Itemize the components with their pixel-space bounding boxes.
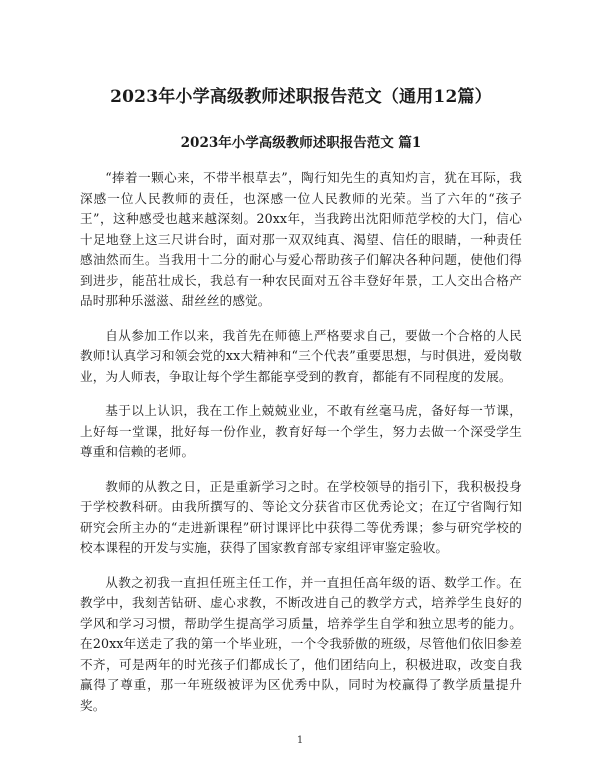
section-title: 2023年小学高级教师述职报告范文 篇1 [180,135,422,151]
paragraph-5: 从教之初我一直担任班主任工作，并一直担任高年级的语、数学工作。在教学中，我刻苦钻研、虚心求教，不断改进自己的教学方式，培养学生良好的学风和学习习惯，帮助学生提高学习质量，培养学生自学和独立思考的能力。在20xx年送走了我的第一个毕业班，一个令我骄傲的班级，尽管他们依旧参差不齐，可是两年的时光孩子们都成长了，他们团结向上，积极进取，改变自我赢得了尊重，那一年班级被评为区优秀中队，同时为校赢得了教学质量提升奖。 [80,574,522,713]
paragraph-3: 基于以上认识，我在工作上兢兢业业，不敢有丝毫马虎，备好每一节课，上好每一堂课，批好每一份作业，教育好每一个学生，努力去做一个深受学生尊重和信赖的老师。 [80,403,522,459]
paragraph-1: “捧着一颗心来，不带半根草去”，陶行知先生的真知灼言，犹在耳际，我深感一位人民教师的责任，也深感一位人民教师的光荣。当了六年的“孩子王”，这种感受也越来越深刻。20xx年，当我跨出沈阳师范学校的大门，信心十足地登上这三尺讲台时，面对那一双双纯真、渴望、信任的眼睛，一种责任感油然而生。当我用十二分的耐心与爱心帮助孩子们解决各种问题，使他们得到进步，能茁壮成长，我总有一种农民面对五谷丰登好年景，工人交出合格产品时那种乐滋滋、甜丝丝的感觉。 [80,170,522,308]
body-text [80,168,522,716]
page-number: 1 [296,735,304,746]
paragraph-2: 自从参加工作以来，我首先在师德上严格要求自己，要做一个合格的人民教师!认真学习和领会党的xx大精神和“三个代表”重要思想，与时俱进，爱岗敬业，为人师表，争取让每个学生都能享受到的教育，都能有不同程度的发展。 [80,327,522,384]
paragraph-4: 教师的从教之日，正是重新学习之时。在学校领导的指引下，我积极投身于学校教科研。由我所撰写的、等论文分获省市区优秀论文；在辽宁省陶行知研究会所主办的“走进新课程”研讨课评比中获得二等优秀课；参与研究学校的校本课程的开发与实施，获得了国家教育部专家组评审鉴定验收。 [80,478,522,555]
document-title: 2023年小学高级教师述职报告范文（通用12篇） [110,87,492,107]
